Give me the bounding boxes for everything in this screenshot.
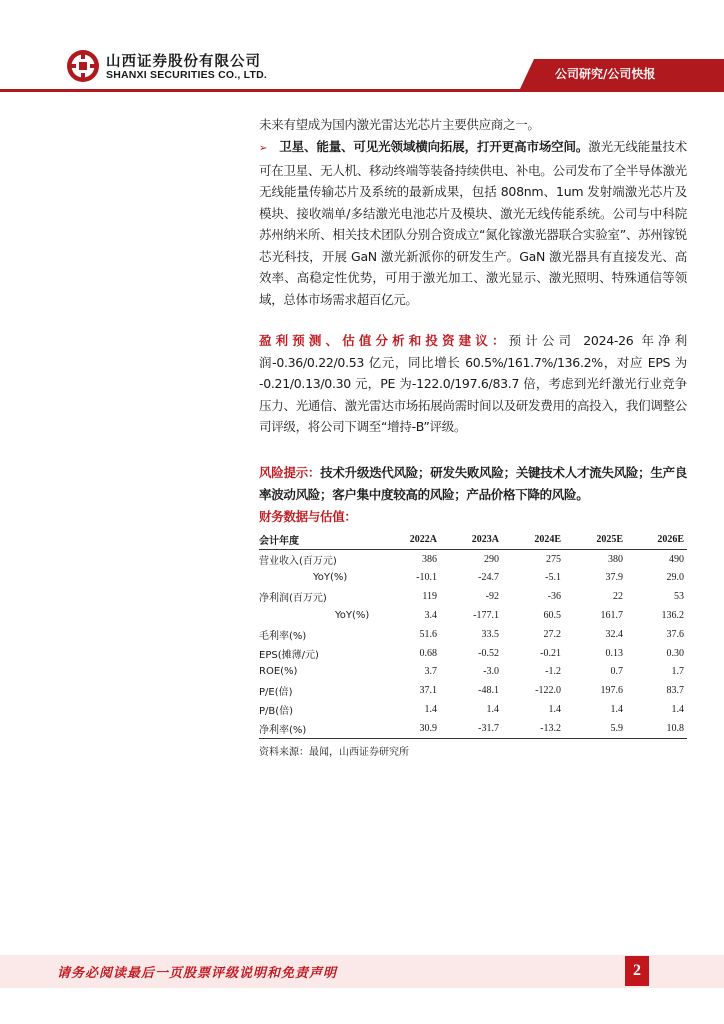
table-cell: 197.6: [600, 685, 623, 697]
table-cell: -48.1: [478, 685, 499, 697]
table-cell: 0.13: [605, 647, 623, 659]
report-type-label: 公司研究/公司快报: [555, 67, 656, 81]
row-label: ROE(%): [259, 666, 298, 678]
row-label: 毛利率(%): [259, 630, 307, 642]
table-cell: 136.2: [661, 610, 684, 622]
table-cell: -1.2: [545, 666, 561, 678]
risk-body: 技术升级迭代风险；研发失败风险；关键技术人才流失风险；生产良率波动风险；客户集中度较高的风险；产品价格下降的风险。: [259, 465, 687, 502]
row-label: EPS(摊薄/元): [259, 649, 319, 661]
table-cell: 490: [669, 553, 684, 565]
table-cell: 32.4: [605, 628, 623, 640]
table-title: 财务数据与估值：: [259, 509, 357, 524]
table-cell: 1.4: [610, 704, 623, 716]
table-cell: 37.6: [666, 628, 684, 640]
table-cell: 3.4: [424, 610, 437, 622]
table-cell: 386: [422, 553, 437, 565]
financial-table: [259, 530, 687, 739]
bullet-body: 激光无线能量技术可在卫星、无人机、移动终端等装备持续供电、补电。公司发布了全半导体激光无线能量传输芯片及系统的最新成果，包括 808nm、1um 发射端激光芯片及模块、接收端单/多结激光电池芯片及模块、激光无线传能系统。公司与中科院苏州纳米所、相关技术团队分别合资成立“氮化镓激光器联合实验室”、苏州镓锐芯光科技，开展 GaN 激光新派你的研发生产。GaN 激光器具有直接发光、高效率、高稳定性优势，可用于激光加工、激光显示、激光照明、特殊通信等领域，总体市场需求超百亿元。: [259, 139, 687, 307]
risk-heading: 风险提示：: [259, 465, 321, 480]
row-label: YoY(%): [313, 572, 348, 584]
table-row: [259, 719, 687, 738]
table-cell: -177.1: [473, 610, 499, 622]
table-cell: -5.1: [545, 572, 561, 584]
table-cell: 119: [422, 591, 437, 603]
table-cell: 51.6: [419, 628, 437, 640]
table-cell: 33.5: [481, 628, 499, 640]
table-cell: 27.2: [543, 628, 561, 640]
table-cell: -92: [485, 591, 499, 603]
table-cell: -0.21: [540, 647, 561, 659]
table-cell: -13.2: [502, 719, 564, 738]
table-row: [259, 549, 687, 568]
page-header: [0, 0, 724, 92]
row-label: P/E(倍): [259, 687, 293, 699]
intro-paragraph: 未来有望成为国内激光雷达光芯片主要供应商之一。: [259, 117, 540, 132]
table-row: [259, 569, 687, 588]
table-cell: -3.0: [483, 666, 499, 678]
row-label: 营业收入(百万元): [259, 555, 337, 567]
row-label: P/B(倍): [259, 706, 294, 718]
table-cell: 161.7: [600, 610, 623, 622]
table-header-cell: 2024E: [502, 530, 564, 549]
table-cell: 60.5: [543, 610, 561, 622]
risk-paragraph: [259, 462, 687, 505]
table-cell: 275: [546, 553, 561, 565]
table-cell: 37.1: [419, 685, 437, 697]
row-label: 净利率(%): [259, 719, 379, 738]
table-cell: 53: [674, 591, 684, 603]
table-header-row: [259, 530, 687, 549]
table-cell: 37.9: [605, 572, 623, 584]
table-cell: 1.7: [671, 666, 684, 678]
table-cell: 0.30: [666, 647, 684, 659]
table-cell: 0.7: [610, 666, 623, 678]
table-cell: 5.9: [564, 719, 626, 738]
row-label: 净利润(百万元): [259, 593, 327, 605]
table-cell: 1.4: [548, 704, 561, 716]
table-row: [259, 587, 687, 606]
table-cell: 30.9: [379, 719, 440, 738]
table-cell: -122.0: [535, 685, 561, 697]
bullet-heading: 卫星、能量、可见光领域横向拓展，打开更高市场空间。: [279, 139, 589, 154]
table-cell: 0.68: [419, 647, 437, 659]
table-cell: 3.7: [424, 666, 437, 678]
table-row: [259, 700, 687, 719]
table-row: [259, 681, 687, 700]
table-cell: -31.7: [440, 719, 502, 738]
table-cell: 10.8: [626, 719, 687, 738]
data-source-note: 资料来源：最闻，山西证券研究所: [259, 747, 409, 758]
table-header-cell: 2022A: [379, 530, 440, 549]
table-cell: -36: [547, 591, 561, 603]
table-cell: 290: [484, 553, 499, 565]
table-cell: 1.4: [486, 704, 499, 716]
table-header-cell: 2026E: [626, 530, 687, 549]
table-cell: 1.4: [671, 704, 684, 716]
company-name-en: SHANXI SECURITIES CO., LTD.: [106, 69, 267, 81]
company-name-cn: 山西证券股份有限公司: [106, 54, 261, 70]
disclaimer-link[interactable]: 请务必阅读最后一页股票评级说明和免责声明: [57, 966, 338, 981]
table-row: [259, 663, 687, 682]
row-label: YoY(%): [335, 610, 370, 622]
table-cell: 380: [608, 553, 623, 565]
shanxi-securities-logo-icon: [66, 49, 100, 83]
table-cell: -0.52: [478, 647, 499, 659]
table-header-cell: 2023A: [440, 530, 502, 549]
bullet-arrow-icon: ➢: [259, 143, 268, 154]
table-header-cell: 2025E: [564, 530, 626, 549]
table-cell: 83.7: [666, 685, 684, 697]
bullet-paragraph: [259, 136, 687, 310]
forecast-paragraph: [259, 330, 687, 438]
table-cell: -10.1: [416, 572, 437, 584]
table-cell: 22: [613, 591, 623, 603]
table-cell: 29.0: [666, 572, 684, 584]
header-divider: [0, 89, 724, 92]
table-row: [259, 625, 687, 644]
page-number: 2: [625, 956, 649, 986]
table-cell: 1.4: [424, 704, 437, 716]
table-row: [259, 606, 687, 625]
forecast-body: 预计公司 2024-26 年净利润-0.36/0.22/0.53 亿元，同比增长 60.5%/161.7%/136.2%，对应 EPS 为 -0.21/0.13/0.30 元，PE 为-122.0/197.6/83.7 倍，考虑到光纤激光行业竞争压力、光通信、激光雷达市场拓展尚需时间以及研发费用的高投入，我们调整公司评级，将公司下调至“增持-B”评级。: [259, 333, 687, 434]
table-header-cell: 会计年度: [259, 530, 379, 549]
forecast-heading: 盈利预测、估值分析和投资建议：: [259, 333, 509, 348]
table-row: [259, 644, 687, 663]
table-cell: -24.7: [478, 572, 499, 584]
